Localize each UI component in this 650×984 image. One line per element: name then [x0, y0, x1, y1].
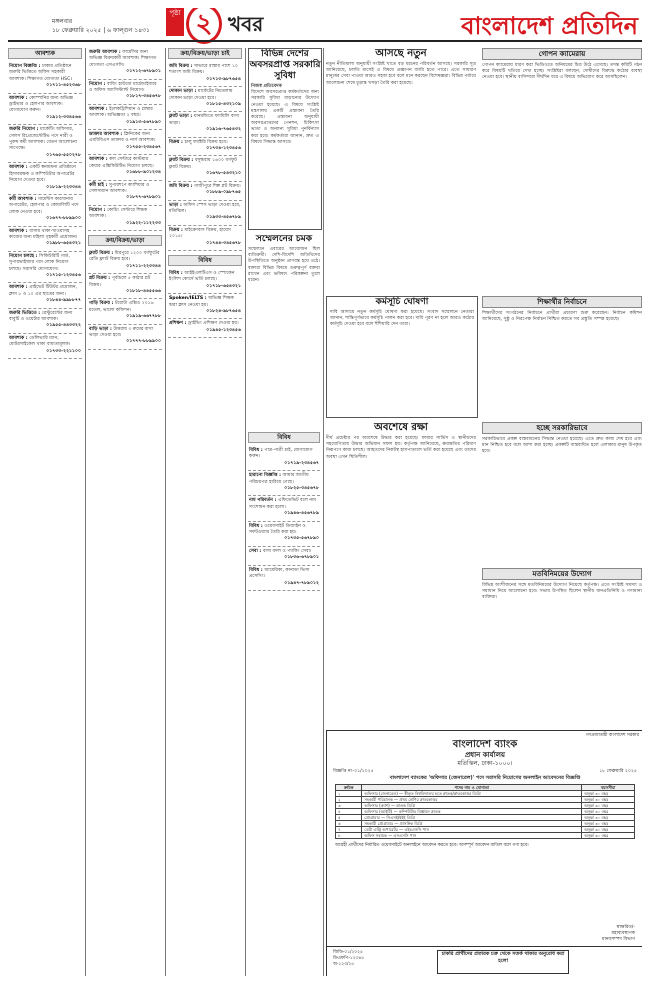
ad-phone: ০১৯২২-১১২২৩৩: [126, 220, 161, 226]
ad-text: গাজীপুরে শিল্প প্লট বিক্রয়।: [194, 183, 241, 189]
ad-text: বায়িং হাউজে মার্চেন্ডাইজার ও অফিস অ্যাসিস্ট্যান্ট নিয়োগ।: [89, 81, 157, 94]
story-body: বিভিন্ন অংশীজনের সঙ্গে মতবিনিময়ের উদ্যোগ নিয়েছে কর্তৃপক্ষ। এতে সংশ্লিষ্ট সমস্যা ও সমাধান নিয়ে আলোচনা হবে। সভায় উপস্থিত ছিলেন স্থানীয় জনপ্রতিনিধি ও গণ্যমান্য ব্যক্তিরা।: [482, 583, 642, 601]
classified-ad: [248, 566, 320, 591]
issue-date: ১৮ ফেব্রুয়ারি ২০২৫ | ৬ ফাল্গুন ১৪৩১: [52, 27, 150, 34]
classified-ad: [8, 334, 82, 359]
ad-phone: ০১৯৩৩-৪৫৬৭৮৯: [206, 215, 241, 221]
notice-government-line: গণপ্রজাতন্ত্রী বাংলাদেশ সরকার: [585, 733, 639, 738]
ad-text: ফার্মেসির জন্য অভিজ্ঞ বিক্রয়কর্মী আবশ্যক। শিক্ষাগত যোগ্যতা এসএসসি।: [89, 50, 157, 68]
ad-title: আবশ্যক :: [9, 165, 30, 171]
ad-title: বিবিধ :: [249, 448, 265, 453]
classified-ad: [8, 94, 82, 126]
table-cell: অনূর্ধ্ব ৩০ বছর: [582, 796, 635, 802]
ad-phone: ০১৭৭৭-৮৮৯৯০০: [126, 339, 161, 345]
notice-date: ১৮ ফেব্রুয়ারি ২০২৫: [599, 768, 637, 774]
ad-phone: ০১৭৫৫-২৩৪৫৬৭: [126, 144, 161, 150]
table-header-cell: পদের নাম ও যোগ্যতা: [362, 784, 582, 790]
ad-text: আমার জাতীয় পরিচয়পত্র হারিয়ে গেছে।: [249, 473, 309, 485]
newspaper-page: [8, 8, 642, 976]
ad-text: রেস্টুরেন্টের জন্য বাবুর্চি ও ওয়েটার আবশ্যক।: [9, 310, 73, 322]
table-cell: ৪: [336, 808, 362, 814]
ad-text: ড্রাইভিং প্রশিক্ষণ দেওয়া হয়।: [188, 321, 239, 327]
ad-phone: ০১৭৬৫-৫৫০২৭৮: [46, 152, 81, 158]
table-cell: ডেটা এন্ট্রি অপারেটর — এইচএসসি পাস: [362, 826, 582, 832]
story-programme: [326, 296, 478, 418]
ad-text: ইলেকট্রিশিয়ান ও প্লাম্বার আবশ্যক। অভিজ্ঞতা ২ বছর।: [89, 106, 153, 119]
ad-title: সেবা :: [249, 548, 263, 554]
table-row: [336, 832, 635, 838]
ad-text: বাসায় থাকা-খাওয়াসহ কাজের জন্য মহিলা গৃহকর্মী প্রয়োজন।: [9, 228, 78, 240]
column-divider: [165, 48, 166, 976]
classified-column-4: [248, 432, 320, 976]
ad-phone: ০১৮২৫-৩৪৫৬৭৮: [284, 486, 319, 492]
story-rescue: [326, 422, 476, 722]
notice-title: বাংলাদেশ ব্যাংক: [452, 738, 518, 750]
ad-title: ফ্ল্যাট ভাড়া :: [169, 114, 194, 120]
table-cell: ৩: [336, 802, 362, 808]
ad-title: ভাড়া :: [169, 202, 184, 208]
ad-phone: ০১৯৮৮-৬৫৪৩২১: [46, 241, 81, 247]
story-headline: শিক্ষার্থীর নির্বাচনে: [482, 296, 642, 308]
notice-codes: জিডি-০১/২০২৫ ডিএফপি-১২৩৪৫ অ-১২৩/২৫: [333, 950, 365, 967]
ad-title: প্রশিক্ষণ :: [169, 321, 188, 327]
classified-ad: [8, 252, 82, 284]
classified-column-2: [88, 48, 162, 976]
ad-title: বিবিধ :: [249, 567, 265, 573]
table-cell: অনূর্ধ্ব ৩০ বছর: [582, 790, 635, 796]
story-discussion: [482, 568, 642, 722]
story-body: শিক্ষার্থীদের সংগঠনের নির্বাচনে প্রার্থীরা প্রচারণা শুরু করেছেন। নির্বাচন কমিশন জানিয়েছে, সুষ্ঠু ও নিরপেক্ষ নির্বাচন নিশ্চিত করতে সব প্রস্তুতি সম্পন্ন হয়েছে।: [482, 311, 642, 323]
classified-ad: [8, 309, 82, 334]
ad-phone: ০১৯১৬-৭৬৫৪৩২: [206, 127, 241, 133]
ad-phone: ০১৭১৩-৯৮৭৬৫৪: [206, 76, 241, 82]
classified-ad: [168, 62, 242, 87]
ad-text: এফিডেভিট বলে নাম সংশোধন করা হলো।: [249, 498, 316, 510]
weekday: মঙ্গলবার: [52, 18, 73, 25]
ad-text: উত্তরায় ৩ রুমের বাসা ভাড়া দেওয়া হবে।: [89, 326, 153, 338]
ad-phone: ০১৮৪৪-৯৯৮৮৭৭: [46, 298, 81, 304]
table-cell: অনূর্ধ্ব ৩০ বছর: [582, 802, 635, 808]
ad-text: সুপারশপে ক্যাশিয়ার ও সেলসম্যান আবশ্যক।: [89, 182, 150, 194]
story-new-policy: [326, 48, 476, 288]
classified-ad: [168, 138, 242, 157]
story-headline: কর্মসূচি ঘোষণা: [375, 297, 429, 307]
ad-text: মাইক্রোবাস বিক্রয়, হায়েস ২০১৫।: [169, 227, 231, 240]
ad-phone: ০১৭১১-৪৫২৩৬৮: [46, 83, 81, 89]
ad-text: একটি স্বনামধন্য প্রতিষ্ঠানে হিসাবরক্ষক ও কম্পিউটার অপারেটর নিয়োগ দেওয়া হবে।: [9, 165, 76, 184]
newspaper-logo: বাংলাদেশ প্রতিদিন: [461, 11, 638, 40]
ad-title: বিক্রয় :: [169, 227, 185, 233]
classified-ad: [88, 181, 162, 206]
story-body: গোপন ক্যামেরায় ধারণ করা ভিডিওতে অনিয়মের চিত্র উঠে এসেছে। তদন্ত কমিটি গঠন করে বিষয়টি খতিয়ে দেখা হচ্ছে। সংশ্লিষ্টরা বলছেন, দোষীদের বিরুদ্ধে কঠোর ব্যবস্থা নেওয়া হবে। স্থানীয় বাসিন্দারা দীর্ঘদিন ধরে এ বিষয়ে অভিযোগ করে আসছিলেন।: [482, 63, 642, 81]
ad-phone: ০১৭৩৫-৫৬৭৮৯০: [284, 536, 319, 542]
column-divider: [85, 48, 86, 976]
column-divider: [323, 48, 324, 976]
page-label: পৃষ্ঠা: [166, 8, 184, 36]
ad-title: জরুরি আবশ্যক :: [89, 50, 123, 55]
ad-title: হারানো বিজ্ঞপ্তি :: [249, 473, 283, 479]
table-cell: অনূর্ধ্ব ৩০ বছর: [582, 808, 635, 814]
ad-phone: ০১৭১১-২২৩৩৪৪: [126, 263, 161, 269]
classified-ad: [8, 227, 82, 252]
ad-title: দোকান ভাড়া :: [169, 89, 198, 95]
ad-title: নিয়োগ :: [89, 207, 107, 213]
ad-text: কোম্পানির জন্য অভিজ্ঞ ড্রাইভার ও হেলপার আবশ্যক। যোগাযোগ করুন।: [9, 95, 74, 114]
notice-signature: স্বাক্ষরিত/- মহাব্যবস্থাপক মানবসম্পদ বিভাগ: [601, 925, 635, 942]
ad-phone: ০১৯৪৫-১২৩৪৫৬: [206, 327, 241, 333]
ad-phone: ০১৬৮৮-৯০১২৩৪: [126, 170, 161, 176]
ad-text: আমেরিকা, কানাডা ভিসা প্রসেসিং।: [249, 567, 310, 580]
classified-ad: [88, 105, 162, 130]
classified-ad: [8, 195, 82, 227]
ad-phone: ০১৬৭৮-৫৪৩২১০: [206, 171, 241, 177]
ad-title: নাম পরিবর্তন :: [249, 498, 278, 504]
column-heading: বিবিধ: [168, 255, 242, 266]
classified-ad: [168, 201, 242, 226]
ad-phone: ০১৯৪৭-৭৮৯০১২: [284, 580, 319, 586]
ad-phone: ০১৯৫৫-৪৪৩৩২২: [46, 323, 81, 329]
ad-title: আবশ্যক :: [9, 285, 30, 291]
story-body: বিদেশে অবসরপ্রাপ্ত কর্মকর্তাদের জন্য সরকারি সুবিধা বাড়ানোর উদ্যোগ নেওয়া হয়েছে। এ বিষয়ে সংশ্লিষ্ট মন্ত্রণালয় একটি প্রস্তাবনা তৈরি করেছে। প্রস্তাবনা অনুযায়ী অবসরপ্রাপ্তদের পেনশন, চিকিৎসা ভাতা ও অন্যান্য সুবিধা পুনর্বিন্যাস করা হবে। কর্মকর্তারা জানান, দ্রুত এ বিষয়ে সিদ্ধান্ত আসবে।: [251, 90, 319, 145]
ad-phone: ০১৮৮৯-০৯৮৭৬৫: [206, 190, 241, 196]
ad-title: কর্মী আবশ্যক :: [9, 196, 38, 202]
story-body: দীর্ঘ প্রচেষ্টার পর অবশেষে উদ্ধার করা হয়েছে। ফায়ার সার্ভিস ও স্থানীয়দের সহযোগিতায় উদ্ধার অভিযান সফল হয়। কর্তৃপক্ষ জানিয়েছে, ক্ষয়ক্ষতির পরিমাণ নিরূপণে কাজ চলছে। আহতদের নিকটস্থ হাসপাতালে ভর্তি করা হয়েছে এবং তাদের অবস্থা এখন স্থিতিশীল।: [326, 436, 476, 460]
ad-title: আবশ্যক :: [89, 157, 110, 163]
classified-ad: [8, 62, 82, 94]
table-cell: অফিসার (আইটি) — কম্পিউটার বিজ্ঞানে স্নাতক: [362, 808, 582, 814]
ad-text: পূর্বাচলে ৫ কাঠার প্লট বিক্রয়।: [89, 276, 151, 288]
ad-text: চালু ফ্যাক্টরি বিক্রয় হবে।: [184, 139, 228, 145]
table-cell: প্রোগ্রামার — সিএসই/ইইই ডিগ্রি: [362, 814, 582, 820]
ad-phone: ০১৮১৭-৩৪৫৬৭৮: [126, 94, 161, 100]
ad-phone: ০১৯১২-৩৩৪৫৬৬: [46, 114, 81, 120]
notice-subtitle: প্রধান কার্যালয়: [464, 750, 506, 759]
table-header-cell: ক্রমিক: [336, 784, 362, 790]
ad-phone: ০১৭১৫-১২৩৪৫৬: [46, 272, 81, 278]
ad-text: টয়োটা এক্সিও ২০১৬ মডেল, ভালো কন্ডিশন।: [89, 301, 154, 313]
ad-phone: ০১৭১২-৬৭৮৯০১: [126, 69, 161, 75]
ad-phone: ০১৭১৮-৬৫৪৩২১: [206, 283, 241, 289]
classified-ad: [168, 319, 242, 338]
ad-title: বিবিধ :: [169, 270, 185, 276]
classified-ad: [88, 299, 162, 324]
classified-ad: [8, 125, 82, 163]
ad-title: নিয়োগ বিজ্ঞপ্তি :: [9, 64, 42, 69]
notice-heading: বাংলাদেশ ব্যাংকের 'অফিসার (জেনারেল)' পদে সরাসরি নিয়োগের অনলাইন আবেদনের বিজ্ঞপ্তি: [389, 775, 581, 782]
classified-ad: [8, 283, 82, 308]
ad-title: আবশ্যক :: [89, 106, 110, 112]
classified-ad: [248, 446, 320, 471]
ad-text: ক্লিনিকের জন্য এমবিবিএস ডাক্তার ও নার্স আবশ্যক।: [89, 132, 156, 144]
story-conference: [248, 234, 320, 424]
ad-phone: ০১৭৪৪-৩৪৫৬৭৮: [206, 240, 241, 246]
table-cell: অনূর্ধ্ব ৩০ বছর: [582, 826, 635, 832]
ad-phone: ০১৮৭৭-৬৭৮৯০১: [126, 195, 161, 201]
ad-text: ওয়েবসাইট ডিজাইন ও সফটওয়্যার তৈরি করা হয়।: [249, 523, 306, 536]
header-divider: [8, 40, 642, 42]
ad-text: মার্কেটিং অফিসার, সেলস রিপ্রেজেন্টেটিভ পদে নারী ও পুরুষ কর্মী আবশ্যক। বেতন আলোচনা সাপেক্ষে।: [9, 127, 78, 152]
table-cell: অফিস সহায়ক — এসএসসি পাস: [362, 832, 582, 838]
ad-title: আবশ্যক :: [9, 95, 30, 101]
notice-reference: বিজ্ঞপ্তি নং-০১/২০২৫: [333, 768, 374, 774]
table-cell: অফিসার (ক্যাশ) — স্নাতক ডিগ্রি: [362, 802, 582, 808]
classified-ad: [88, 80, 162, 105]
column-heading: বিবিধ: [248, 432, 320, 443]
classified-ad: [88, 48, 162, 80]
classified-ad: [248, 471, 320, 496]
table-cell: অনূর্ধ্ব ৩০ বছর: [582, 820, 635, 826]
section-title: খবর: [228, 12, 264, 36]
table-cell: সহকারী প্রোগ্রামার — প্রাসঙ্গিক ডিগ্রি: [362, 820, 582, 826]
ad-phone: ০১৭৩৩-২২১১০০: [46, 348, 81, 354]
ad-title: নিয়োগ চলছে :: [9, 253, 40, 259]
ad-phone: ০১৮১৮-৪৪৫৫৬৬: [126, 288, 161, 294]
ad-text: মিরপুরে ১২০০ বর্গফুটের রেডি ফ্ল্যাট বিক্রয় হবে।: [89, 250, 160, 263]
page-number: ২: [186, 8, 222, 44]
story-byline: নিজস্ব প্রতিবেদক: [251, 84, 282, 89]
ad-text: আইইএলটিএস ও স্পোকেন ইংলিশ কোর্সে ভর্তি চলছে।: [169, 270, 235, 283]
notice-table: [335, 784, 635, 839]
classified-ad: [88, 325, 162, 350]
table-cell: সহকারী পরিচালক — প্রথম শ্রেণির স্নাতকোত্তর: [362, 796, 582, 802]
classified-ad: [248, 547, 320, 566]
ad-text: সিকিউরিটি গার্ড, সুপারভাইজার পদে লোক নিয়োগ চলছে। সরাসরি যোগাযোগ।: [9, 253, 70, 272]
ad-text: অফিস স্পেস ভাড়া দেওয়া হবে, মতিঝিল।: [169, 202, 241, 214]
ad-phone: ০১৮১৫-৪৩২১০৯: [206, 102, 241, 108]
table-cell: অনূর্ধ্ব ৩০ বছর: [582, 832, 635, 838]
ad-phone: ০১৮১৯-২২৩৩৪৪: [46, 184, 81, 190]
table-cell: অফিসার (জেনারেল) — স্বীকৃত বিশ্ববিদ্যালয় হতে স্নাতক/স্নাতকোত্তর ডিগ্রি: [362, 790, 582, 796]
ad-phone: ০১৯১৩-৫৬৭৮৯০: [126, 119, 161, 125]
table-header-cell: বয়সসীমা: [582, 784, 635, 790]
classified-ad: [88, 249, 162, 274]
ad-text: পাত্র-পাত্রী চাই, যোগাযোগ করুন।: [249, 448, 313, 460]
ad-title: ফ্ল্যাট বিক্রয় :: [169, 158, 195, 164]
story-body: নতুন নীতিমালা অনুযায়ী সংশ্লিষ্ট খাতে বড় ধরনের পরিবর্তন আসছে। সরকারি সূত্র জানিয়েছে, চলতি মাসেই এ বিষয়ে প্রজ্ঞাপন জারি হতে পারে। এতে সাধারণ মানুষের সেবা পাওয়া আরও সহজ হবে বলে মনে করছেন বিশেষজ্ঞরা। বিভিন্ন পর্যায়ে আলোচনা শেষে চূড়ান্ত খসড়া তৈরি করা হয়েছে।: [326, 62, 476, 86]
ad-title: আবশ্যক :: [9, 335, 30, 341]
table-cell: ৭: [336, 826, 362, 832]
ad-title: বাড়ি ভাড়া :: [89, 326, 114, 332]
classified-ad: [168, 226, 242, 251]
classified-ad: [168, 182, 242, 201]
ad-title: ফ্ল্যাট বিক্রয় :: [89, 250, 115, 256]
ad-phone: ০১৭১৯-২৩৪৫৬৭: [284, 460, 319, 466]
ad-text: বাসা বদল ও প্যাকিং সেবা।: [262, 548, 312, 554]
table-cell: ৮: [336, 832, 362, 838]
story-headline: সম্মেলনের চমক: [255, 234, 313, 244]
story-body: সরকারিভাবে প্রকল্প বাস্তবায়নের সিদ্ধান্ত নেওয়া হয়েছে। এতে দ্রুত কাজ শেষ হবে এবং মান নিশ্চিত হবে বলে আশা করা হচ্ছে। প্রকল্পটি বাস্তবায়িত হলে এলাকার মানুষ উপকৃত হবে।: [482, 437, 642, 455]
ad-text: বসুন্ধরায় ১৬০০ বর্গফুট ফ্ল্যাট বিক্রয়।: [169, 158, 237, 170]
story-hidden-camera: [482, 48, 642, 288]
classified-ad: [168, 269, 242, 294]
ad-title: জমি বিক্রয় :: [169, 183, 195, 189]
story-government: [482, 422, 642, 562]
story-headline: মতবিনিময়ের উদ্যোগ: [482, 568, 642, 580]
story-retirement-benefits: [248, 48, 322, 230]
ad-text: অভিজ্ঞ শিক্ষক দ্বারা ক্লাস নেওয়া হয়।: [169, 296, 234, 308]
ad-title: Spoken/IELTS :: [169, 296, 209, 302]
ad-text: ধানমন্ডিতে ফ্যামিলি বাসা ভাড়া।: [169, 114, 240, 126]
ad-text: কল সেন্টারে কাস্টমার কেয়ার এক্সিকিউটিভ নিয়োগ চলছে।: [89, 157, 154, 169]
ad-title: জরুরি ভিত্তিতে :: [9, 310, 42, 316]
ad-text: কোচিং সেন্টারে শিক্ষক আবশ্যক।: [89, 207, 148, 220]
classified-ad: [88, 274, 162, 299]
notice-footer-text: আগ্রহী প্রার্থীদের নির্ধারিত ওয়েবসাইটে অনলাইনে আবেদন করতে হবে। অসম্পূর্ণ আবেদন বাতিল বলে গণ্য হবে।: [335, 842, 529, 848]
classified-ad: [8, 163, 82, 195]
ad-phone: ০১৮৩৬-৬৭৮৯০১: [284, 555, 319, 561]
ad-text: ডেলিভারি ম্যান, মোটরসাইকেল থাকা বাধ্যতামূলক।: [9, 335, 71, 348]
story-body: সম্মেলনে এবারের আয়োজন ছিল ব্যতিক্রমী। দেশি-বিদেশি অতিথিদের উপস্থিতিতে অনুষ্ঠান প্রাণবন্ত হয়ে ওঠে। বক্তারা বিভিন্ন বিষয়ে গুরুত্বপূর্ণ বক্তব্য রাখেন এবং ভবিষ্যৎ পরিকল্পনা তুলে ধরেন।: [248, 247, 320, 284]
story-headline: আসছে নতুন: [375, 48, 427, 59]
classified-column-3: [168, 48, 242, 976]
column-divider: [245, 48, 246, 976]
column-heading: ক্রয়/বিক্রয়/ভাড়া: [88, 235, 162, 246]
ad-text: প্রাইভেট টিউটর প্রয়োজন, ক্লাস ৮ ও ১০ এর ছাত্রের জন্য।: [9, 285, 78, 297]
ad-text: গার্মেন্টস কারখানায় অপারেটর, হেলপার ও কোয়ালিটি পদে লোক নেওয়া হবে।: [9, 196, 79, 215]
table-cell: ৫: [336, 814, 362, 820]
classified-column-1: [8, 48, 82, 976]
ad-title: বিবিধ :: [249, 523, 265, 529]
ad-phone: ০১৯১৯-৬৬৭৭৮৮: [126, 314, 161, 320]
ad-title: গাড়ি বিক্রয় :: [89, 301, 115, 307]
ad-phone: ০১৮২৪-৯৮৭৬৫৪: [206, 308, 241, 314]
ad-phone: ০১৭৩৪-১২৩৪৫৬: [206, 146, 241, 152]
story-headline: অবশেষে রক্ষা: [374, 422, 428, 433]
ad-title: প্লট বিক্রয় :: [89, 276, 112, 282]
ad-title: বিক্রয় :: [169, 139, 185, 145]
classified-ad: [248, 496, 320, 521]
notice-address: মতিঝিল, ঢাকা-১০০০।: [457, 759, 513, 767]
classified-ad: [248, 522, 320, 547]
table-cell: ৬: [336, 820, 362, 826]
column-heading: ক্রয়/বিক্রয়/ভাড়া চাই: [168, 48, 242, 59]
ad-text: সাভারে রাস্তার পাশে ১০ শতাংশ জমি বিক্রয়।: [169, 64, 238, 76]
notice-bottom-strip: [327, 946, 642, 976]
classified-ad: [168, 156, 242, 181]
story-student-election: [482, 296, 642, 416]
classified-ad: [88, 155, 162, 180]
bank-recruitment-notice: [326, 730, 642, 976]
notice-warning-box: চাকরি প্রার্থীদের প্রতারক চক্র থেকে সতর্ক থাকার অনুরোধ করা হলো: [437, 950, 569, 974]
ad-phone: ০১৯৪৬-৪৫৬৭৮৯: [284, 511, 319, 517]
ad-title: জমি বিক্রয় :: [169, 64, 195, 69]
table-cell: অনূর্ধ্ব ৩০ বছর: [582, 814, 635, 820]
ad-title: ডাক্তার আবশ্যক :: [89, 132, 124, 138]
classified-ad: [168, 294, 242, 319]
story-headline: হচ্ছে সরকারিভাবে: [482, 422, 642, 434]
story-headline: বিভিন্ন দেশের অবসরপ্রাপ্ত সরকারি সুবিধা: [249, 49, 321, 81]
table-cell: ১: [336, 790, 362, 796]
ad-phone: ০১৬৭৭-৮৮৯৯০০: [46, 216, 81, 222]
column-heading: আবশ্যক: [8, 48, 82, 59]
classified-ad: [88, 206, 162, 231]
story-headline: গোপন ক্যামেরায়: [482, 48, 642, 60]
ad-text: মার্কেটের নিচতলায় দোকান ভাড়া দেওয়া হবে।: [169, 89, 233, 101]
classified-ad: [88, 130, 162, 155]
classified-ad: [168, 87, 242, 112]
ad-title: কর্মী চাই :: [89, 182, 109, 188]
ad-title: নিয়োগ :: [89, 81, 107, 87]
ad-title: আবশ্যক :: [9, 228, 30, 234]
table-cell: ২: [336, 796, 362, 802]
story-body: দাবি আদায়ে নতুন কর্মসূচি ঘোষণা করা হয়েছে। সংবাদ সম্মেলনে নেতারা জানান, শান্তিপূর্ণভাবে কর্মসূচি পালন করা হবে। দাবি পূরণ না হলে আরও কঠোর কর্মসূচি দেওয়া হবে বলে হুঁশিয়ারি দেন তারা।: [330, 310, 474, 328]
classified-ad: [168, 112, 242, 137]
ad-title: জরুরি নিয়োগ :: [9, 127, 41, 133]
ad-text: ঢাকার প্রতিষ্ঠানে জরুরি ভিত্তিতে অফিস সহকারী আবশ্যক। শিক্ষাগত যোগ্যতা HSC।: [9, 64, 73, 82]
